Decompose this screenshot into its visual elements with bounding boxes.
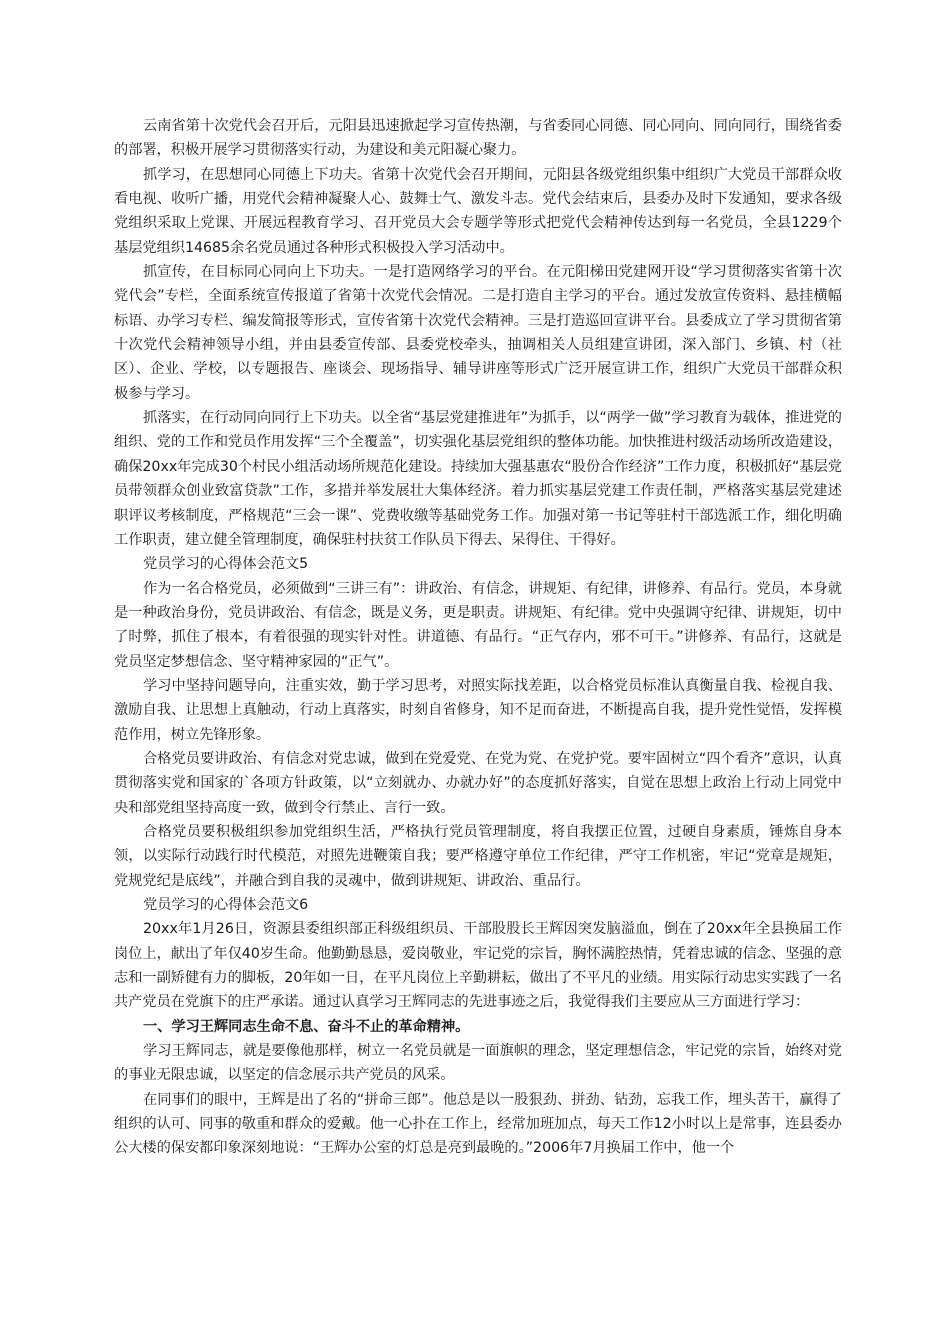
paragraph: 抓学习，在思想同心同德上下功夫。省第十次党代会召开期间，元阳县各级党组织集中组织广大党员干部群众收看电视、收听广播，用党代会精神凝聚人心、鼓舞士气、激发斗志。党代会结束后，县委办及时下发通知，要求各级党组织采取上党课、开展远程教育学习、召开党员大会专题学等形式把党代会精神传达到每一名党员，全县1229个基层党组织14685余名党员通过各种形式积极投入学习活动中。 xyxy=(114,166,842,256)
paragraph: 在同事们的眼中，王辉是出了名的“拼命三郎”。他总是以一股狠劲、拼劲、钻劲，忘我工作，埋头苦干，赢得了组织的认可、同事的敬重和群众的爱戴。他一心扑在工作上，经常加班加点，每天工作12小时以上是常事，连县委办公大楼的保安都印象深刻地说：“王辉办公室的灯总是亮到最晚的。”2006年7月换届工作中，他一个 xyxy=(114,1091,842,1157)
section-title: 党员学习的心得体会范文5 xyxy=(143,556,309,573)
paragraph: 20xx年1月26日，资源县委组织部正科级组织员、干部股股长王辉因突发脑溢血，倒在了20xx年全县换届工作岗位上，献出了年仅40岁生命。他勤勤恳恳，爱岗敬业，牢记党的宗旨，胸怀满腔热情，凭着忠诚的信念、坚强的意志和一副矫健有力的脚板，20年如一日，在平凡岗位上辛勤耕耘，做出了不平凡的业绩。用实际行动忠实实践了一名共产党员在党旗下的庄严承诺。通过认真学习王辉同志的先进事迹之后，我觉得我们主要应从三方面进行学习： xyxy=(114,921,842,1011)
subheading: 一、学习王辉同志生命不息、奋斗不止的革命精神。 xyxy=(143,1018,470,1035)
paragraph: 合格党员要积极组织参加党组织生活，严格执行党员管理制度，将自我摆正位置，过硬自身素质，锤炼自身本领，以实际行动践行时代模范，对照先进鞭策自我；要严格遵守单位工作纪律，严守工作机密，牢记“党章是规矩，党规党纪是底线”，并融合到自我的灵魂中，做到讲规矩、讲政治、重品行。 xyxy=(114,823,842,889)
paragraph: 学习中坚持问题导向，注重实效，勤于学习思考，对照实际找差距，以合格党员标准认真衡量自我、检视自我、激励自我、让思想上真触动，行动上真落实，时刻自省修身，知不足而奋进，不断提高自我，提升党性觉悟，发挥模范作用，树立先锋形象。 xyxy=(114,677,842,743)
paragraph: 合格党员要讲政治、有信念对党忠诚，做到在党爱党、在党为党、在党护党。要牢固树立“四个看齐”意识，认真贯彻落实党和国家的`各项方针政策，以“立刻就办、办就办好”的态度抓好落实，自觉在思想上政治上行动上同党中央和部党组坚持高度一致，做到令行禁止、言行一致。 xyxy=(114,750,842,816)
paragraph: 抓落实，在行动同向同行上下功夫。以全省“基层党建推进年”为抓手，以“两学一做”学习教育为载体，推进党的组织、党的工作和党员作用发挥“三个全覆盖”，切实强化基层党组织的整体功能。加快推进村级活动场所改造建设，确保20xx年完成30个村民小组活动场所规范化建设。持续加大强基惠农“股份合作经济”工作力度，积极抓好“基层党员带领群众创业致富贷款”工作，多措并举发展壮大集体经济。着力抓实基层党建工作责任制，严格落实基层党建述职评议考核制度，严格规范“三会一课”、党费收缴等基础党务工作。加强对第一书记等驻村干部选派工作，细化明确工作职责，建立健全管理制度，确保驻村扶贫工作队员下得去、呆得住、干得好。 xyxy=(114,410,842,548)
document-page xyxy=(114,114,842,1161)
section-title: 党员学习的心得体会范文6 xyxy=(143,897,309,913)
paragraph: 抓宣传，在目标同心同向上下功夫。一是打造网络学习的平台。在元阳梯田党建网开设“学习贯彻落实省第十次党代会”专栏，全面系统宣传报道了省第十次党代会情况。二是打造自主学习的平台。通过发放宣传资料、悬挂横幅标语、办学习专栏、编发简报等形式，宣传省第十次党代会精神。三是打造巡回宣讲平台。县委成立了学习贯彻省第十次党代会精神领导小组，并由县委宣传部、县委党校牵头，抽调相关人员组建宣讲团，深入部门、乡镇、村（社区）、企业、学校，以专题报告、座谈会、现场指导、辅导讲座等形式广泛开展宣讲工作，组织广大党员干部群众积极参与学习。 xyxy=(114,264,842,402)
paragraph: 云南省第十次党代会召开后，元阳县迅速掀起学习宣传热潮，与省委同心同德、同心同向、同向同行，围绕省委的部署，积极开展学习贯彻落实行动，为建设和美元阳凝心聚力。 xyxy=(114,118,842,159)
paragraph: 作为一名合格党员，必须做到“三讲三有”：讲政治、有信念，讲规矩、有纪律，讲修养、有品行。党员，本身就是一种政治身份，党员讲政治、有信念，既是义务，更是职责。讲规矩、有纪律。党中央强调守纪律、讲规矩，切中了时弊，抓住了根本，有着很强的现实针对性。讲道德、有品行。“正气存内，邪不可干。”讲修养、有品行，这就是党员坚定梦想信念、坚守精神家园的“正气”。 xyxy=(114,580,842,670)
paragraph: 学习王辉同志，就是要像他那样，树立一名党员就是一面旗帜的理念，坚定理想信念，牢记党的宗旨，始终对党的事业无限忠诚，以坚定的信念展示共产党员的风采。 xyxy=(114,1043,842,1084)
